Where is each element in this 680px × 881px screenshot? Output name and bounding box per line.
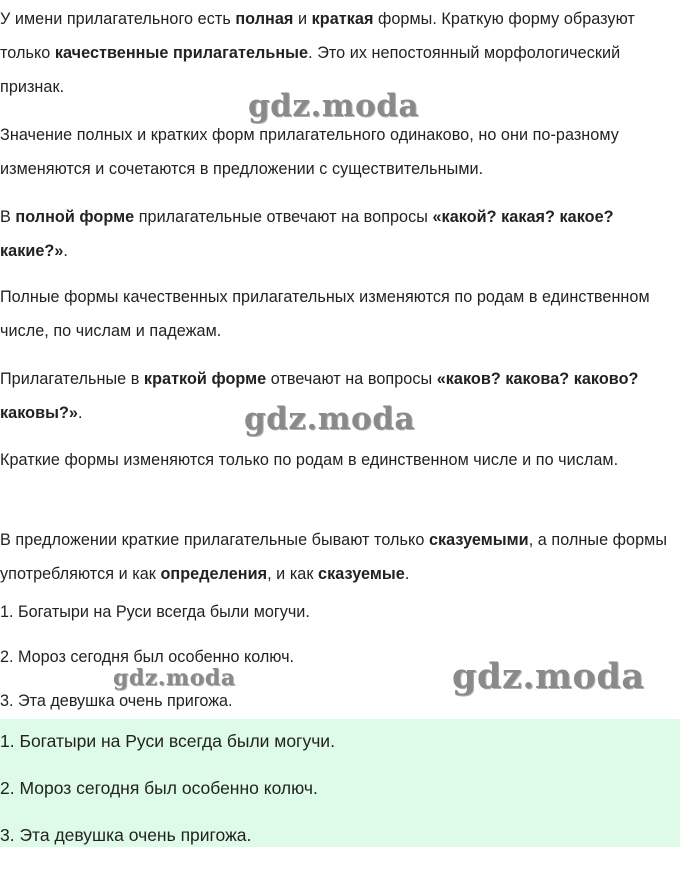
watermark: gdz.moda xyxy=(248,88,419,124)
bold-term: качественные прилагательные xyxy=(54,44,309,62)
highlighted-answer-line: 1. Богатыри на Руси всегда были могучи. xyxy=(0,731,335,751)
text-fragment: В xyxy=(0,208,16,226)
watermark: gdz.moda xyxy=(244,401,415,437)
text-fragment: и xyxy=(293,10,312,28)
answer-line: 3. Эта девушка очень пригожа. xyxy=(0,692,233,710)
text-fragment: В предложении краткие прилагательные бывают только xyxy=(0,531,429,549)
answer-line: 2. Мороз сегодня был особенно колюч. xyxy=(0,648,295,666)
answer-line: 1. Богатыри на Руси всегда были могучи. xyxy=(0,603,310,621)
bold-term: краткая xyxy=(311,10,374,28)
paragraph-full-form-changes xyxy=(0,280,680,348)
text-fragment: Значение полных и кратких форм прилагательного одинаково, но они по-разному изменяются и сочетаются в предложении с существительными. xyxy=(0,126,619,178)
paragraph-syntax-role xyxy=(0,523,680,591)
bold-term: «какой? какая? какое? какие?» xyxy=(0,208,614,260)
watermark: gdz.moda xyxy=(452,656,645,697)
bold-term: определения xyxy=(160,565,268,583)
bold-term: полная xyxy=(235,10,294,28)
paragraph-meaning xyxy=(0,118,680,186)
text-fragment: . Это их непостоянный морфологический признак. xyxy=(0,44,621,96)
text-fragment: . xyxy=(404,565,410,583)
text-fragment: , и как xyxy=(267,565,319,583)
text-fragment: . xyxy=(77,404,83,422)
bold-term: «каков? какова? каково? каковы?» xyxy=(0,370,639,422)
paragraph-short-form-changes xyxy=(0,443,680,477)
highlighted-answer-line: 2. Мороз сегодня был особенно колюч. xyxy=(0,778,318,798)
text-fragment: У имени прилагательного есть xyxy=(0,10,236,28)
text-fragment: формы. Краткую форму образуют только xyxy=(0,10,635,62)
text-fragment: Полные формы качественных прилагательных изменяются по родам в единственном числе, по числам и падежам. xyxy=(0,288,650,340)
bold-term: краткой форме xyxy=(143,370,267,388)
text-fragment: Прилагательные в xyxy=(0,370,144,388)
text-fragment: отвечают на вопросы xyxy=(266,370,437,388)
paragraph-full-form-questions xyxy=(0,200,680,268)
watermark: gdz.moda xyxy=(113,665,236,691)
highlighted-answer-line: 3. Эта девушка очень пригожа. xyxy=(0,825,252,845)
bold-term: сказуемые xyxy=(318,565,405,583)
bold-term: полной форме xyxy=(15,208,135,226)
text-fragment: , а полные формы употребляются и как xyxy=(0,531,668,583)
text-fragment: . xyxy=(63,242,68,260)
bold-term: сказуемыми xyxy=(428,531,529,549)
answer-highlight-block xyxy=(0,719,680,847)
text-fragment: прилагательные отвечают на вопросы xyxy=(134,208,433,226)
text-fragment: Краткие формы изменяются только по родам в единственном числе и по числам. xyxy=(0,451,619,469)
